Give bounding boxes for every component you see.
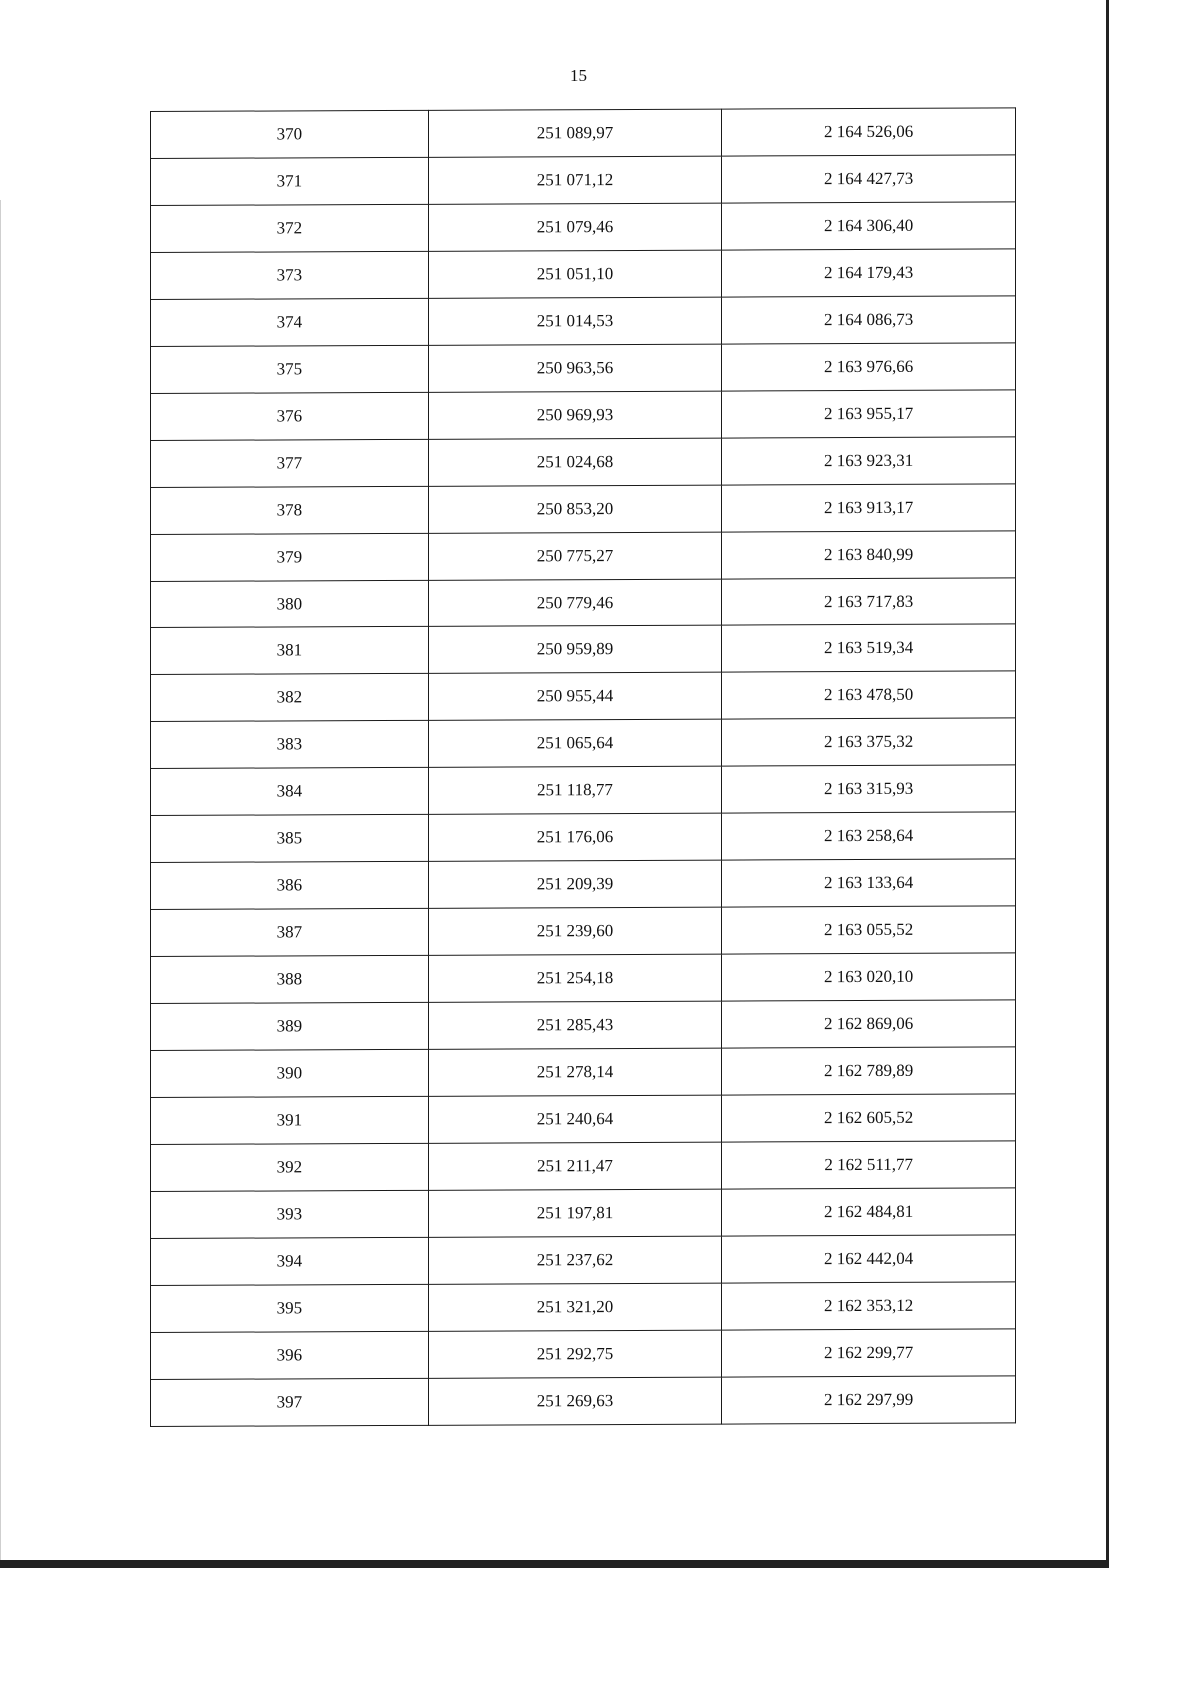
- table-row: [151, 765, 1016, 816]
- point-number-cell: 373: [151, 251, 429, 299]
- y-coordinate-cell: 2 163 375,32: [722, 718, 1016, 766]
- scan-edge-right: [1106, 0, 1109, 1568]
- table-row: [151, 859, 1016, 910]
- x-coordinate-cell: 251 211,47: [428, 1142, 722, 1190]
- x-coordinate-cell: 251 269,63: [428, 1377, 722, 1425]
- point-number-cell: 383: [151, 721, 429, 769]
- y-coordinate-cell: 2 163 840,99: [722, 530, 1016, 578]
- y-coordinate-cell: 2 162 484,81: [722, 1188, 1016, 1236]
- x-coordinate-cell: 251 079,46: [428, 203, 722, 251]
- x-coordinate-cell: 251 278,14: [428, 1048, 722, 1096]
- point-number-cell: 397: [151, 1378, 429, 1426]
- table-row: [151, 530, 1016, 581]
- x-coordinate-cell: 251 209,39: [428, 860, 722, 908]
- y-coordinate-cell: 2 164 086,73: [722, 296, 1016, 344]
- x-coordinate-cell: 250 959,89: [428, 626, 722, 674]
- y-coordinate-cell: 2 162 605,52: [722, 1094, 1016, 1142]
- table-row: [151, 953, 1016, 1004]
- point-number-cell: 370: [151, 110, 429, 158]
- table-row: [151, 483, 1016, 534]
- page-number: 15: [570, 66, 587, 85]
- point-number-cell: 395: [151, 1284, 429, 1332]
- y-coordinate-cell: 2 164 526,06: [722, 108, 1016, 156]
- table-row: [151, 108, 1016, 159]
- y-coordinate-cell: 2 164 179,43: [722, 249, 1016, 297]
- table-row: [151, 1141, 1016, 1192]
- x-coordinate-cell: 251 118,77: [428, 766, 722, 814]
- point-number-cell: 392: [151, 1143, 429, 1191]
- x-coordinate-cell: 251 237,62: [428, 1236, 722, 1284]
- point-number-cell: 394: [151, 1237, 429, 1285]
- point-number-cell: 389: [151, 1002, 429, 1050]
- table-row: [151, 718, 1016, 769]
- y-coordinate-cell: 2 163 923,31: [722, 437, 1016, 485]
- point-number-cell: 378: [151, 486, 429, 534]
- y-coordinate-cell: 2 163 478,50: [722, 671, 1016, 719]
- x-coordinate-cell: 251 254,18: [428, 954, 722, 1002]
- table-row: [151, 1235, 1016, 1286]
- y-coordinate-cell: 2 163 315,93: [722, 765, 1016, 813]
- x-coordinate-cell: 250 963,56: [428, 344, 722, 392]
- x-coordinate-cell: 251 024,68: [428, 438, 722, 486]
- table-row: [151, 343, 1016, 394]
- point-number-cell: 377: [151, 439, 429, 487]
- x-coordinate-cell: 250 779,46: [428, 579, 722, 627]
- point-number-cell: 390: [151, 1049, 429, 1097]
- table-row: [151, 812, 1016, 863]
- y-coordinate-cell: 2 163 519,34: [722, 624, 1016, 672]
- table-row: [151, 296, 1016, 347]
- y-coordinate-cell: 2 163 955,17: [722, 390, 1016, 438]
- table-row: [151, 624, 1016, 675]
- point-number-cell: 385: [151, 815, 429, 863]
- coordinates-table: [150, 107, 1016, 1427]
- x-coordinate-cell: 251 321,20: [428, 1283, 722, 1331]
- table-row: [151, 671, 1016, 722]
- point-number-cell: 379: [151, 533, 429, 581]
- x-coordinate-cell: 251 239,60: [428, 907, 722, 955]
- x-coordinate-cell: 250 969,93: [428, 391, 722, 439]
- table-row: [151, 1047, 1016, 1098]
- point-number-cell: 375: [151, 345, 429, 393]
- x-coordinate-cell: 250 853,20: [428, 485, 722, 533]
- table-row: [151, 1282, 1016, 1333]
- table-row: [151, 1329, 1016, 1380]
- x-coordinate-cell: 250 955,44: [428, 673, 722, 721]
- x-coordinate-cell: 251 285,43: [428, 1001, 722, 1049]
- table-row: [151, 577, 1016, 628]
- point-number-cell: 380: [151, 580, 429, 628]
- table-row: [151, 390, 1016, 441]
- point-number-cell: 382: [151, 674, 429, 722]
- x-coordinate-cell: 250 775,27: [428, 532, 722, 580]
- table-row: [151, 1188, 1016, 1239]
- coordinates-table-body: [151, 108, 1016, 1427]
- y-coordinate-cell: 2 164 427,73: [722, 155, 1016, 203]
- x-coordinate-cell: 251 065,64: [428, 719, 722, 767]
- y-coordinate-cell: 2 162 511,77: [722, 1141, 1016, 1189]
- point-number-cell: 372: [151, 204, 429, 252]
- x-coordinate-cell: 251 292,75: [428, 1330, 722, 1378]
- y-coordinate-cell: 2 162 353,12: [722, 1282, 1016, 1330]
- table-row: [151, 249, 1016, 300]
- point-number-cell: 386: [151, 862, 429, 910]
- table-row: [151, 202, 1016, 253]
- table-row: [151, 155, 1016, 206]
- y-coordinate-cell: 2 163 055,52: [722, 906, 1016, 954]
- y-coordinate-cell: 2 162 442,04: [722, 1235, 1016, 1283]
- point-number-cell: 396: [151, 1331, 429, 1379]
- point-number-cell: 381: [151, 627, 429, 675]
- y-coordinate-cell: 2 162 789,89: [722, 1047, 1016, 1095]
- x-coordinate-cell: 251 014,53: [428, 297, 722, 345]
- scan-edge-left: [0, 200, 1, 1560]
- y-coordinate-cell: 2 163 717,83: [722, 577, 1016, 625]
- x-coordinate-cell: 251 051,10: [428, 250, 722, 298]
- y-coordinate-cell: 2 163 258,64: [722, 812, 1016, 860]
- table-row: [151, 906, 1016, 957]
- x-coordinate-cell: 251 197,81: [428, 1189, 722, 1237]
- point-number-cell: 387: [151, 909, 429, 957]
- y-coordinate-cell: 2 162 299,77: [722, 1329, 1016, 1377]
- x-coordinate-cell: 251 089,97: [428, 109, 722, 157]
- point-number-cell: 384: [151, 768, 429, 816]
- point-number-cell: 391: [151, 1096, 429, 1144]
- point-number-cell: 388: [151, 955, 429, 1003]
- y-coordinate-cell: 2 163 133,64: [722, 859, 1016, 907]
- table-row: [151, 1376, 1016, 1427]
- point-number-cell: 393: [151, 1190, 429, 1238]
- point-number-cell: 371: [151, 157, 429, 205]
- scan-edge-bottom: [0, 1560, 1109, 1568]
- point-number-cell: 376: [151, 392, 429, 440]
- x-coordinate-cell: 251 240,64: [428, 1095, 722, 1143]
- y-coordinate-cell: 2 164 306,40: [722, 202, 1016, 250]
- y-coordinate-cell: 2 162 297,99: [722, 1376, 1016, 1424]
- y-coordinate-cell: 2 162 869,06: [722, 1000, 1016, 1048]
- table-row: [151, 1000, 1016, 1051]
- table-row: [151, 437, 1016, 488]
- x-coordinate-cell: 251 176,06: [428, 813, 722, 861]
- y-coordinate-cell: 2 163 913,17: [722, 483, 1016, 531]
- y-coordinate-cell: 2 163 020,10: [722, 953, 1016, 1001]
- point-number-cell: 374: [151, 298, 429, 346]
- table-row: [151, 1094, 1016, 1145]
- x-coordinate-cell: 251 071,12: [428, 156, 722, 204]
- y-coordinate-cell: 2 163 976,66: [722, 343, 1016, 391]
